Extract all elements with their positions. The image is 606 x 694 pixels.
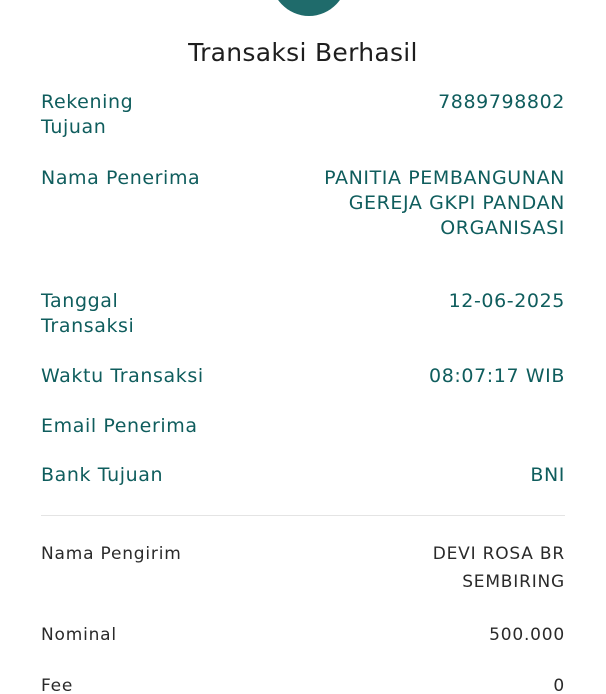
detail-row-email-penerima — [41, 414, 565, 439]
sender-row-nama-pengirim — [41, 540, 565, 596]
detail-label: Email Penerima — [41, 415, 198, 437]
detail-value: 7889798802 — [438, 91, 565, 113]
page-title: Transaksi Berhasil — [188, 38, 418, 67]
detail-value: BNI — [530, 464, 565, 486]
detail-row-rekening-tujuan — [41, 90, 565, 140]
sender-value: DEVI ROSA BR SEMBIRING — [432, 544, 565, 592]
detail-value: 12-06-2025 — [448, 290, 565, 312]
sender-label: Fee — [41, 676, 74, 694]
detail-row-bank-tujuan — [41, 463, 565, 488]
sender-label: Nominal — [41, 625, 117, 645]
sender-row-nominal — [41, 621, 565, 649]
detail-label: Bank Tujuan — [41, 464, 164, 486]
sender-value: 500.000 — [489, 625, 565, 645]
sender-value: 0 — [553, 676, 565, 694]
detail-value: 08:07:17 WIB — [429, 365, 565, 387]
detail-row-waktu-transaksi — [41, 364, 565, 389]
detail-row-nama-penerima — [41, 166, 565, 241]
section-divider — [41, 515, 565, 516]
sender-label: Nama Pengirim — [41, 544, 182, 564]
detail-label: Nama Penerima — [41, 167, 201, 189]
status-circle-icon — [270, 0, 348, 16]
detail-label: Rekening Tujuan — [41, 91, 134, 138]
detail-row-tanggal-transaksi — [41, 289, 565, 339]
detail-value: PANITIA PEMBANGUNAN GEREJA GKPI PANDAN ORGANISASI — [324, 167, 565, 239]
sender-row-fee — [41, 672, 565, 694]
detail-label: Tanggal Transaksi — [41, 290, 135, 337]
detail-label: Waktu Transaksi — [41, 365, 204, 387]
